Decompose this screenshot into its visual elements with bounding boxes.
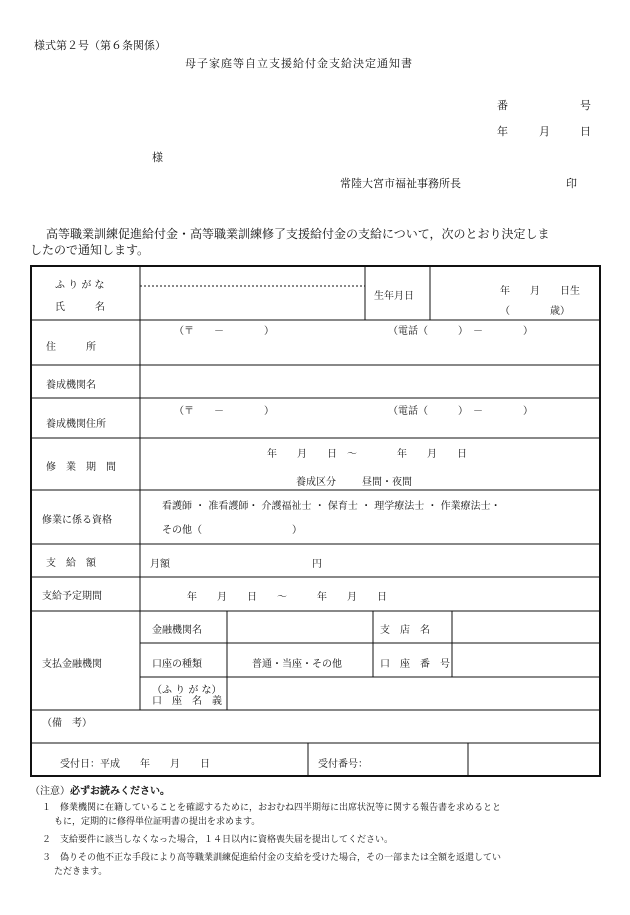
number-label: 番 <box>497 99 508 112</box>
qualification-other: その他（ ） <box>162 525 302 536</box>
date-month: 月 <box>539 125 550 138</box>
address-phone: （電話（ ） － ） <box>388 326 533 337</box>
schedule-label: 支給予定期間 <box>42 591 102 602</box>
schedule-value: 年 月 日 〜 年 月 日 <box>187 592 387 603</box>
intro-line-1: 高等職業訓練促進給付金・高等職業訓練修了支援給付金の支給について，次のとおり決定しま <box>46 227 550 241</box>
note-item-1-line-1: １ 修業機関に在籍していることを確認するために，おおむね四半期毎に出席状況等に関する報告書を求めるとと <box>42 803 502 813</box>
note-item-1-line-2: もに，定期的に修得単位証明書の提出を求めます。 <box>54 817 261 827</box>
amount-label: 支 給 額 <box>46 558 96 569</box>
qualification-label: 修業に係る資格 <box>42 515 112 526</box>
note-item-3-line-2: ただきます。 <box>54 867 108 877</box>
school-name-label: 養成機関名 <box>46 380 96 391</box>
table-border <box>31 266 600 776</box>
issuer-name: 常陸大宮市福祉事務所長 <box>340 177 461 190</box>
school-address-label: 養成機関住所 <box>46 419 106 430</box>
intro-line-2: したので通知します。 <box>30 243 150 257</box>
seal-mark: 印 <box>566 177 577 190</box>
notes-heading-emphasis: 必ずお読みください。 <box>70 786 170 797</box>
note-item-2: ２ 支給要件に該当しなくなった場合，１４日以内に資格喪失届を提出してください。 <box>42 835 394 845</box>
account-holder-kana: （ふ り が な） <box>152 685 222 696</box>
remarks-label: （備 考） <box>42 718 92 729</box>
amount-yen: 円 <box>312 559 322 570</box>
amount-monthly: 月額 <box>150 559 170 570</box>
account-holder-label: 口 座 名 義 <box>152 696 222 707</box>
notes-heading-prefix: （注意） <box>30 786 70 797</box>
address-label: 住 所 <box>46 342 96 353</box>
branch-name-label: 支 店 名 <box>380 625 430 636</box>
school-phone: （電話（ ） － ） <box>388 406 533 417</box>
addressee-honorific: 様 <box>152 151 163 164</box>
note-item-3-line-1: ３ 偽りその他不正な手段により高等職業訓練促進給付金の支給を受けた場合，その一部または全額を返還してい <box>42 853 502 863</box>
name-label: 氏 名 <box>55 302 105 313</box>
notes-heading <box>30 782 170 797</box>
number-suffix: 号 <box>580 99 591 112</box>
account-number-label: 口 座 番 号 <box>380 659 450 670</box>
form-number: 様式第２号（第６条関係） <box>34 39 166 52</box>
table-grid <box>30 265 601 777</box>
decision-table <box>30 265 601 777</box>
division-value: 昼間・夜間 <box>362 477 412 488</box>
date-day: 日 <box>580 125 591 138</box>
qualification-options: 看護師 ・ 准看護師・ 介護福祉士 ・ 保育士 ・ 理学療法士 ・ 作業療法士・ <box>162 501 501 512</box>
furigana-label: ふ り が な <box>55 280 105 291</box>
date-year: 年 <box>497 125 508 138</box>
bank-label: 支払金融機関 <box>42 659 102 670</box>
study-period-value: 年 月 日 〜 年 月 日 <box>267 449 467 460</box>
received-number: 受付番号： <box>318 759 368 770</box>
received-date: 受付日：平成 年 月 日 <box>60 759 210 770</box>
division-label: 養成区分 <box>296 477 336 488</box>
school-postal: （〒 － ） <box>174 406 274 417</box>
age-value: （ 歳） <box>500 306 570 317</box>
study-period-label: 修 業 期 間 <box>46 462 116 473</box>
birth-label: 生年月日 <box>374 291 414 302</box>
account-type-value: 普通・当座・その他 <box>252 659 342 670</box>
bank-name-label: 金融機関名 <box>152 625 202 636</box>
birth-value: 年 月 日生 <box>500 286 580 297</box>
account-type-label: 口座の種類 <box>152 659 202 670</box>
page-title: 母子家庭等自立支援給付金支給決定通知書 <box>185 57 413 70</box>
address-postal: （〒 － ） <box>174 326 274 337</box>
